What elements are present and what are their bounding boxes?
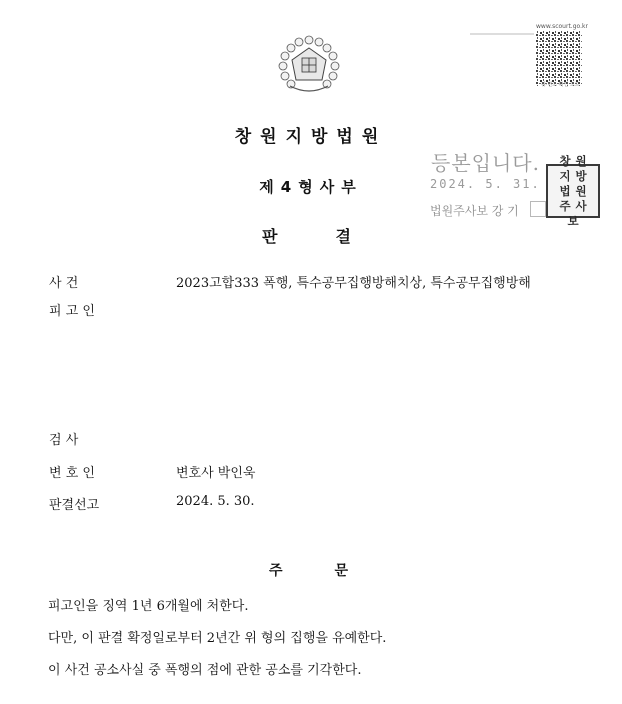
order-title-char-1: 주 — [269, 563, 283, 579]
court-name: 창원지방법원 — [234, 127, 388, 147]
document-type-char-1: 판 — [262, 227, 278, 246]
case-value: 2023고합333 폭행, 특수공무집행방해치상, 특수공무집행방해 — [176, 276, 531, 291]
defendant-label: 피 고 인 — [49, 304, 95, 319]
certification-clerk: 법원주사보 강 기 — [430, 204, 519, 218]
court-emblem-icon — [276, 34, 342, 96]
defense-counsel-value: 변호사 박인욱 — [176, 466, 256, 481]
order-line: 다만, 이 판결 확정일로부터 2년간 위 형의 집행을 유예한다. — [48, 631, 387, 646]
division-name: 제4형사부 — [259, 178, 363, 196]
document-type-char-2: 결 — [335, 227, 351, 246]
sentence-date-value: 2024. 5. 30. — [176, 494, 255, 509]
clerk-box-icon — [530, 201, 546, 217]
order-title-char-2: 문 — [334, 563, 349, 579]
order-line: 피고인을 징역 1년 6개월에 처한다. — [48, 599, 249, 614]
official-seal: 창 원 지 방 법 원 주 사 보 — [546, 164, 600, 218]
verification-url: www.scourt.go.kr — [536, 23, 588, 30]
certification-stamp-text: 등본입니다. — [431, 151, 540, 175]
order-title — [269, 560, 348, 580]
prosecutor-label: 검 사 — [49, 433, 79, 448]
certification-date: 2024. 5. 31. — [430, 177, 541, 191]
sentence-date-label: 판결선고 — [49, 498, 100, 513]
document-type — [262, 224, 351, 247]
defense-counsel-label: 변 호 인 — [49, 466, 95, 481]
verification-caption: 위·변조 확인 코드 — [541, 82, 580, 88]
order-line: 이 사건 공소사실 중 폭행의 점에 관한 공소를 기각한다. — [48, 663, 362, 678]
case-label: 사 건 — [49, 276, 79, 291]
